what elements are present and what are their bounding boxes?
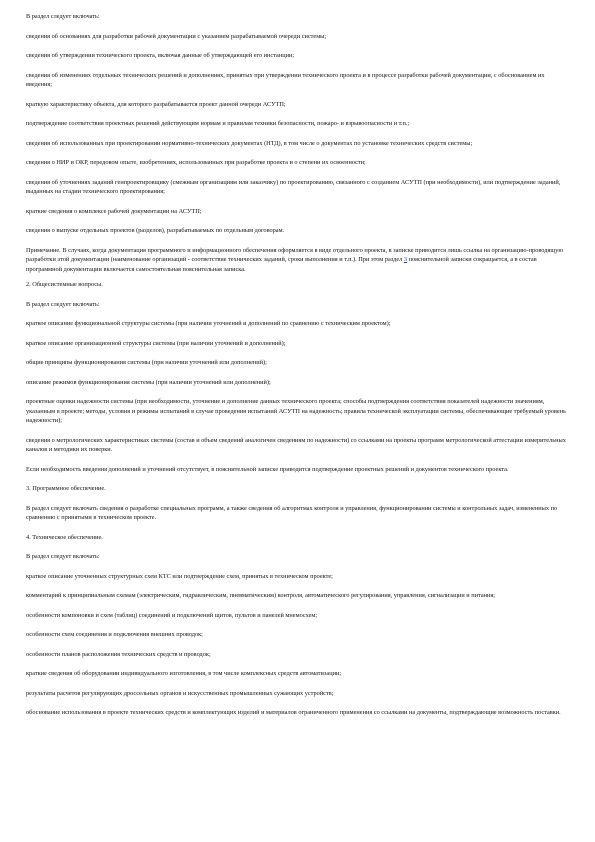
- list-item: особенности компоновки и схем (таблиц) соединений и подключений щитов, пультов и панелей мнемосхем;: [26, 611, 318, 619]
- list-item: общие принципы функционирования системы (при наличии уточнений или дополнений);: [26, 359, 267, 366]
- list-item: особенности планов расположения технических средств и проводок;: [26, 650, 211, 658]
- paragraph: В раздел следует включать:: [26, 553, 100, 560]
- list-item: сведения об основаниях для разработки рабочей документации с указанием разрабатываемой очереди системы;: [26, 32, 327, 40]
- list-item: сведения о НИР и ОКР, передовом опыте, изобретениях, использованных при разработке проекта и о степени их освоенности;: [26, 159, 366, 166]
- list-item: комментарий к принципиальным схемам (электрическим, гидравлическим, пневматическим) контроля, автоматического регулирования, управления, сигнализации и питания;: [26, 592, 495, 599]
- list-item: сведения о метрологических характеристиках системы (состав и объем сведений аналогичен сведениям по надежности) со ссылками на проекты программ метрологической аттестации измерительных каналов и методики их поверки.: [26, 436, 566, 453]
- list-item: сведения о выпуске отдельных проектов (разделов), разрабатываемых по отдельным договорам.: [26, 227, 285, 234]
- section-heading: 3. Программное обеспечение.: [26, 485, 106, 492]
- note-paragraph: [26, 246, 569, 275]
- list-item: результаты расчетов регулирующих дроссельных органов и искусственных промышленных сужающих устройств;: [26, 689, 334, 697]
- note-text-before: Примечание. В случаях, когда документация программного и информационного обеспечения оформляется в виде отдельного проекта, в записке приводится лишь ссылка на организацию-проводящую разработки этой документации (наименование организаций - соответствие технических заданий, сроки выполнения и т.п.). При этом раздел: [26, 246, 564, 263]
- list-item: обоснование использования в проекте технических средств и комплектующих изделий и материалов ограниченного применения со ссылками на документы, подтверждающие возможность поставки.: [26, 709, 561, 716]
- list-item: сведения об изменениях отдельных технических решений и дополнениях, принятых при утверждении технического проекта и в процессе разработки рабочей документации, с обоснованием их введения;: [26, 71, 545, 88]
- paragraph: В раздел следует включать сведения о разработке специальных программ, а также сведения об алгоритмах контроля и управления, функционировании системы и контрольных задач, измененных по сравнению с принятыми в техническом проекте.: [26, 504, 558, 521]
- paragraph: В раздел следует включать:: [26, 13, 100, 20]
- list-item: описание режимов функционирования системы (при наличии уточнений или дополнений);: [26, 378, 271, 386]
- list-item: краткую характеристику объекта, для которого разрабатывается проект данной очереди АСУТП;: [26, 100, 286, 108]
- list-item: краткое описание функциональной структуры системы (при наличии уточнений и дополнений по сравнению с техническим проектом);: [26, 320, 391, 327]
- list-item: сведения об утверждении технического проекта, включая данные об утверждающей его инстанции;: [26, 52, 295, 59]
- paragraph: Если необходимость введения дополнений и уточнений отсутствует, в пояснительной записке приводится подтверждение проектных решений и документов технического проекта.: [26, 465, 509, 473]
- section-heading: 2. Общесистемные вопросы.: [26, 281, 103, 288]
- list-item: сведения об использованных при проектировании нормативно-технических документах (НТД), в том числе о документах по установке технических средств системы;: [26, 139, 473, 147]
- list-item: проектные оценки надежности системы (при необходимости, уточнение и дополнение данных технического проекта; способы подтверждения соответствия показателей надежности значениям, указанным в проекте; методы, условия и режимы испытаний в случае проведения испытаний АСУТП на надежность; правила технической эксплуатации системы, обеспечивающие требуемый уровень надежности);: [26, 398, 566, 424]
- list-item: краткое описание уточненных структурных схем КТС или подтверждение схем, принятых в техническом проекте;: [26, 572, 333, 580]
- note-text-after: пояснительной записки сокращается, а в состав программной документации включается самостоятельная пояснительная записка.: [26, 256, 537, 273]
- list-item: особенности схем соединения и подключения внешних проводок;: [26, 631, 203, 638]
- paragraph: В раздел следует включать:: [26, 300, 100, 308]
- section-3-link[interactable]: 3: [403, 256, 408, 263]
- list-item: сведения об уточнениях заданий генпроектировщику (смежным организациям или заказчику) по проектированию, связанного с созданием АСУТП (при необходимости), или подтверждение заданий, выданных на стадии технического проектирования;: [26, 178, 561, 195]
- list-item: краткие сведения о комплексе рабочей документации на АСУТП;: [26, 207, 202, 215]
- section-heading: 4. Техническое обеспечение.: [26, 533, 103, 541]
- list-item: краткие сведения об оборудовании индивидуального изготовления, в том числе комплексных средств автоматизации;: [26, 670, 342, 677]
- list-item: краткое описание организационной структуры системы (при наличии уточнений и дополнений);: [26, 339, 286, 347]
- list-item: подтверждение соответствия проектных решений действующим нормам и правилам техники безопасности, пожаро- и взрывоопасности и т.п.;: [26, 120, 410, 127]
